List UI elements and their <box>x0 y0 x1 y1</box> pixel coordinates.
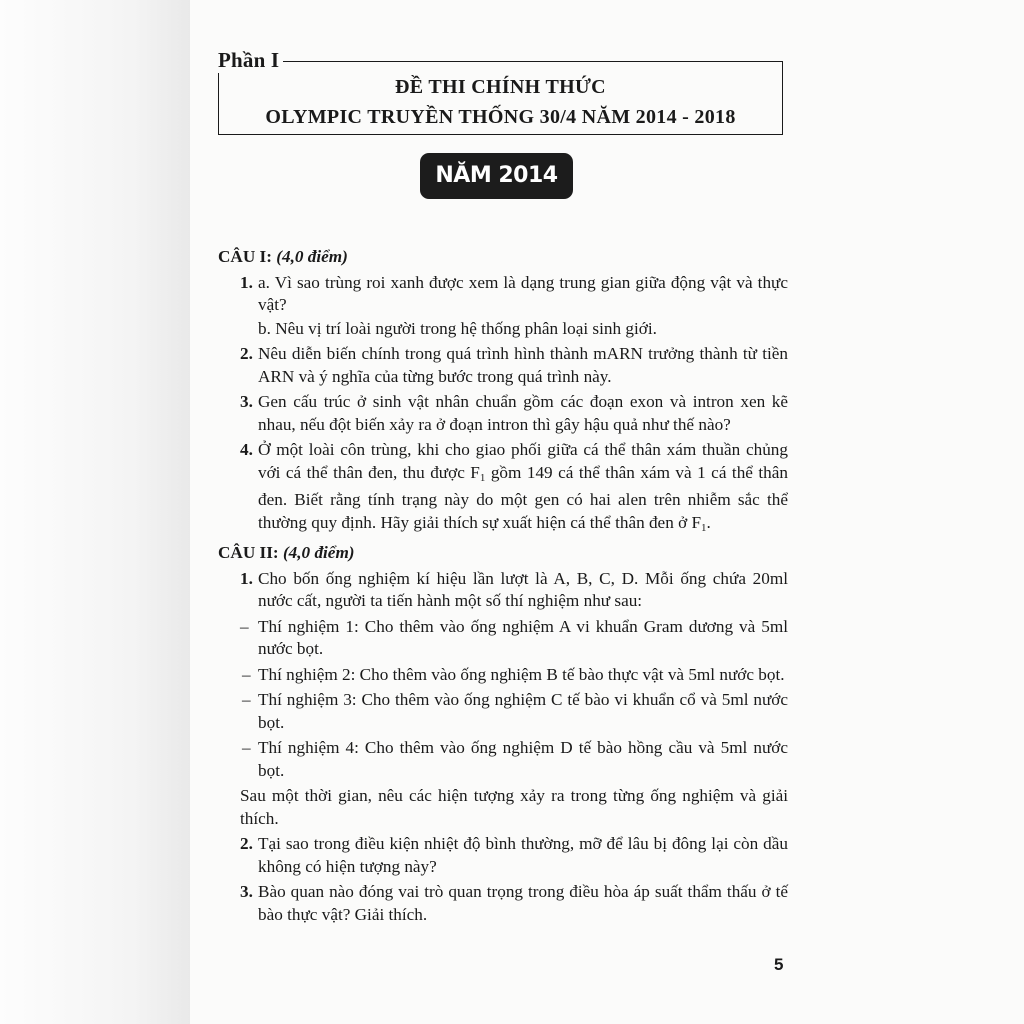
question-text: Bào quan nào đóng vai trò quan trọng trong điều hòa áp suất thẩm thấu ở tế bào thực vật? Giải thích. <box>258 882 788 924</box>
title-box <box>218 61 783 135</box>
question-number: 1. <box>240 568 253 588</box>
experiment-text: Thí nghiệm 4: Cho thêm vào ống nghiệm D tế bào hồng cầu và 5ml nước bọt. <box>258 738 788 780</box>
question-item <box>218 439 788 539</box>
subscript: 1 <box>479 471 486 484</box>
page-number: 5 <box>774 955 784 974</box>
bullet-dash: – <box>242 664 251 684</box>
section-points: (4,0 điểm) <box>282 543 355 562</box>
question-number: 2. <box>240 834 253 853</box>
text-run: Ở một loài côn trùng, khi cho giao phối giữa cá thể thân xám thuần chủng với cá thể thân đen, thu được F <box>258 440 788 482</box>
part-label: Phần I <box>218 48 283 73</box>
question-text <box>258 440 788 532</box>
question-number: 2. <box>240 344 253 363</box>
experiment-item <box>218 689 788 734</box>
question-item <box>218 881 788 926</box>
question-text: a. Vì sao trùng roi xanh được xem là dạng trung gian giữa động vật và thực vật? <box>258 272 788 314</box>
bullet-dash: – <box>242 738 251 757</box>
question-item <box>218 568 788 613</box>
year-badge: NĂM 2014 <box>420 153 573 199</box>
exam-subtitle: OLYMPIC TRUYỀN THỐNG 30/4 NĂM 2014 - 2018 <box>265 106 736 128</box>
question-item <box>218 833 788 878</box>
experiment-item <box>218 737 788 782</box>
question-item <box>218 391 788 436</box>
question-text: Cho bốn ống nghiệm kí hiệu lần lượt là A, B, C, D. Mỗi ống chứa 20ml nước cất, người ta tiến hành một số thí nghiệm như sau: <box>258 568 788 610</box>
section-title: CÂU II: <box>218 543 279 562</box>
text-run: . <box>706 512 711 532</box>
experiment-item <box>218 664 788 687</box>
section-points: (4,0 điểm) <box>276 247 348 266</box>
page-gutter <box>0 0 190 1024</box>
question-text: Tại sao trong điều kiện nhiệt độ bình thường, mỡ để lâu bị đông lại còn dầu không có hiện tượng này? <box>258 834 788 876</box>
bullet-dash: – <box>242 690 251 709</box>
question-number: 3. <box>240 392 253 411</box>
question-number: 1. <box>240 272 253 292</box>
instruction-text: Sau một thời gian, nêu các hiện tượng xảy ra trong từng ống nghiệm và giải thích. <box>240 786 788 828</box>
exam-content <box>218 245 788 929</box>
section-title: CÂU I: <box>218 247 272 266</box>
question-number: 3. <box>240 882 253 901</box>
question-number: 4. <box>240 440 253 459</box>
bullet-dash: – <box>240 616 249 636</box>
experiment-text: Thí nghiệm 3: Cho thêm vào ống nghiệm C tế bào vi khuẩn cổ và 5ml nước bọt. <box>258 690 788 732</box>
question-text: Nêu diễn biến chính trong quá trình hình thành mARN trưởng thành từ tiền ARN và ý nghĩa của từng bước trong quá trình này. <box>258 344 788 386</box>
subscript: 1 <box>701 521 707 534</box>
text-run: gồm 149 cá thể thân xám và 1 cá thể thân đen. Biết rằng tính trạng này do một gen có hai alen trên nhiễm sắc thể thường quy định. Hãy giải thích sự xuất hiện cá thể thân đen ở F <box>258 462 788 532</box>
question-text: b. Nêu vị trí loài người trong hệ thống phân loại sinh giới. <box>258 318 657 338</box>
experiment-text: Thí nghiệm 1: Cho thêm vào ống nghiệm A vi khuẩn Gram dương và 5ml nước bọt. <box>258 616 788 658</box>
section-heading <box>218 542 788 565</box>
question-item <box>218 272 788 341</box>
question-text: Gen cấu trúc ở sinh vật nhân chuẩn gồm các đoạn exon và intron xen kẽ nhau, nếu đột biến xảy ra ở đoạn intron thì gây hậu quả như thế nào? <box>258 392 788 434</box>
section-heading <box>218 246 788 269</box>
exam-title: ĐỀ THI CHÍNH THỨC <box>395 76 606 98</box>
experiment-text: Thí nghiệm 2: Cho thêm vào ống nghiệm B tế bào thực vật và 5ml nước bọt. <box>258 664 785 684</box>
question-item <box>218 343 788 388</box>
experiment-item <box>218 616 788 661</box>
